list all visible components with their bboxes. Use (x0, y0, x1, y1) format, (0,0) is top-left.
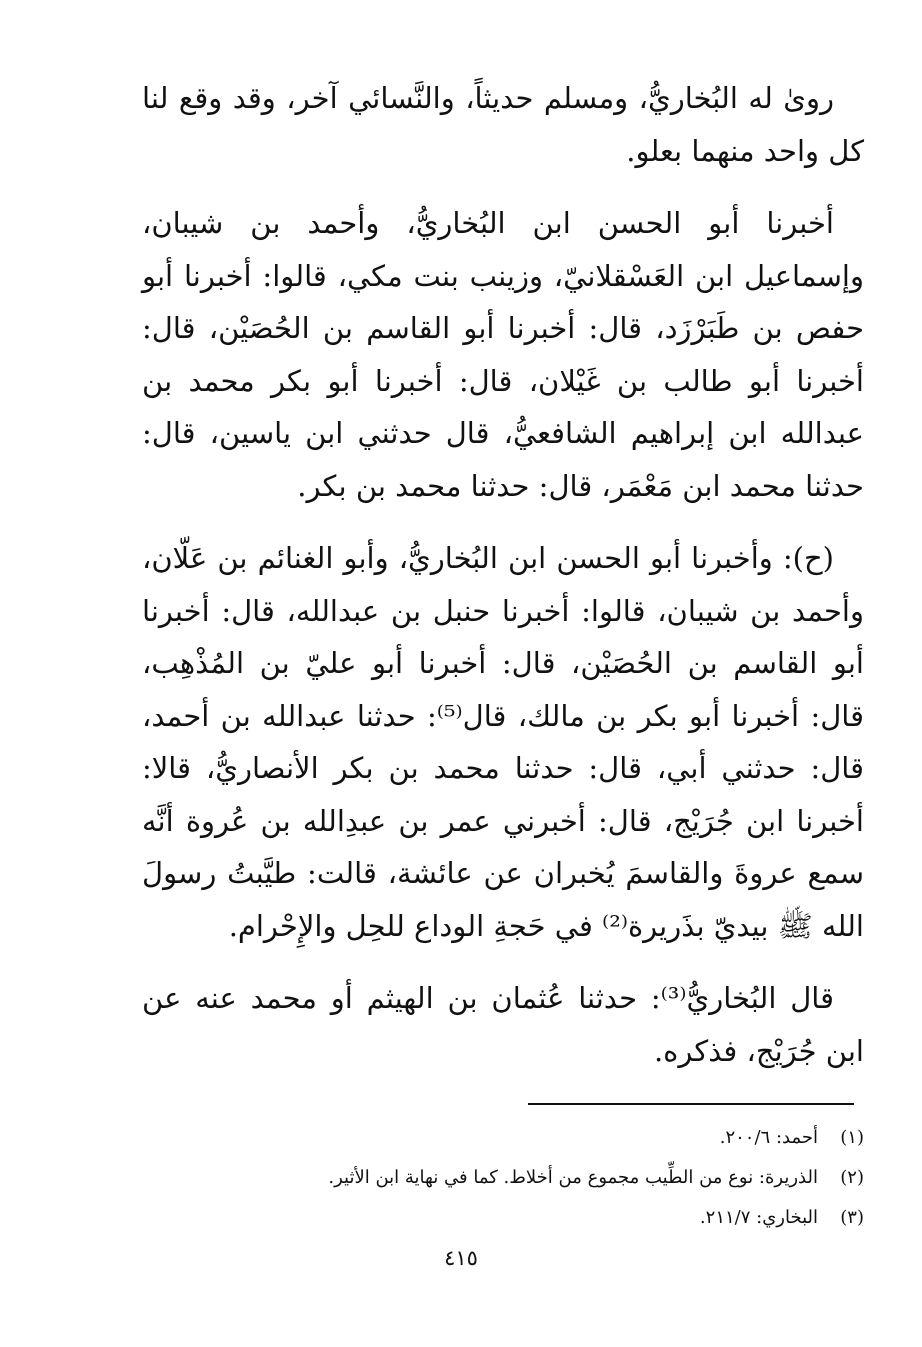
footnote-number: (٢) (840, 1167, 864, 1188)
paragraph-4: قال البُخاريُّ⁽³⁾: حدثنا عُثمان بن الهيثم أو محمد عنه عن ابن جُرَيْج، فذكره. (142, 981, 864, 1068)
footnote-1 (150, 1118, 864, 1158)
footnote-number: (٣) (840, 1207, 864, 1228)
footnote-text: أحمد: ٢٠٠/٦. (719, 1127, 818, 1148)
footnote-3 (150, 1198, 864, 1238)
paragraph-1: روىٰ له البُخاريُّ، ومسلم حديثاً، والنَّسائي آخر، وقد وقع لنا كل واحد منهما بعلو. (142, 81, 864, 168)
footnote-2 (150, 1158, 864, 1198)
footnote-text: الذريرة: نوع من الطِّيب مجموع من أخلاط. كما في نهاية ابن الأثير. (328, 1167, 818, 1188)
paragraph-3: (ح): وأخبرنا أبو الحسن ابن البُخاريُّ، وأبو الغنائم بن عَلّان، وأحمد بن شيبان، قالوا: أخبرنا حنبل بن عبدالله، قال: أخبرنا أبو القاسم بن الحُصَيْن، قال: أخبرنا أبو عليّ بن المُذْهِب، قال: أخبرنا أبو بكر بن مالك، قال⁽⁵⁾: حدثنا عبدالله بن أحمد، قال: حدثني أبي، قال: حدثنا محمد بن بكر الأنصاريُّ، قالا: أخبرنا ابن جُرَيْج، قال: أخبرني عمر بن عبدِالله بن عُروة أنَّه سمع عروةَ والقاسمَ يُخبران عن عائشة، قالت: طيَّبتُ رسولَ الله ﷺ بيديّ بذَريرة⁽²⁾ في حَجةِ الوداع للحِل والإِحْرام. (142, 541, 864, 943)
page-number: ٤١٥ (444, 1246, 478, 1270)
footnote-separator (528, 1103, 854, 1105)
footnote-text: البخاري: ٢١١/٧. (699, 1207, 818, 1228)
paragraph-2: أخبرنا أبو الحسن ابن البُخاريُّ، وأحمد بن شيبان، وإسماعيل ابن العَسْقلانيّ، وزينب بنت مكي، قالوا: أخبرنا أبو حفص بن طَبَرْزَد، قال: أخبرنا أبو القاسم بن الحُصَيْن، قال: أخبرنا أبو طالب بن غَيْلان، قال: أخبرنا أبو بكر محمد بن عبدالله ابن إبراهيم الشافعيُّ، قال حدثني ابن ياسين، قال: حدثنا محمد ابن مَعْمَر، قال: حدثنا محمد بن بكر. (142, 206, 864, 503)
footnotes (150, 1118, 864, 1238)
footnote-number: (١) (840, 1127, 864, 1148)
main-text (142, 72, 864, 1097)
